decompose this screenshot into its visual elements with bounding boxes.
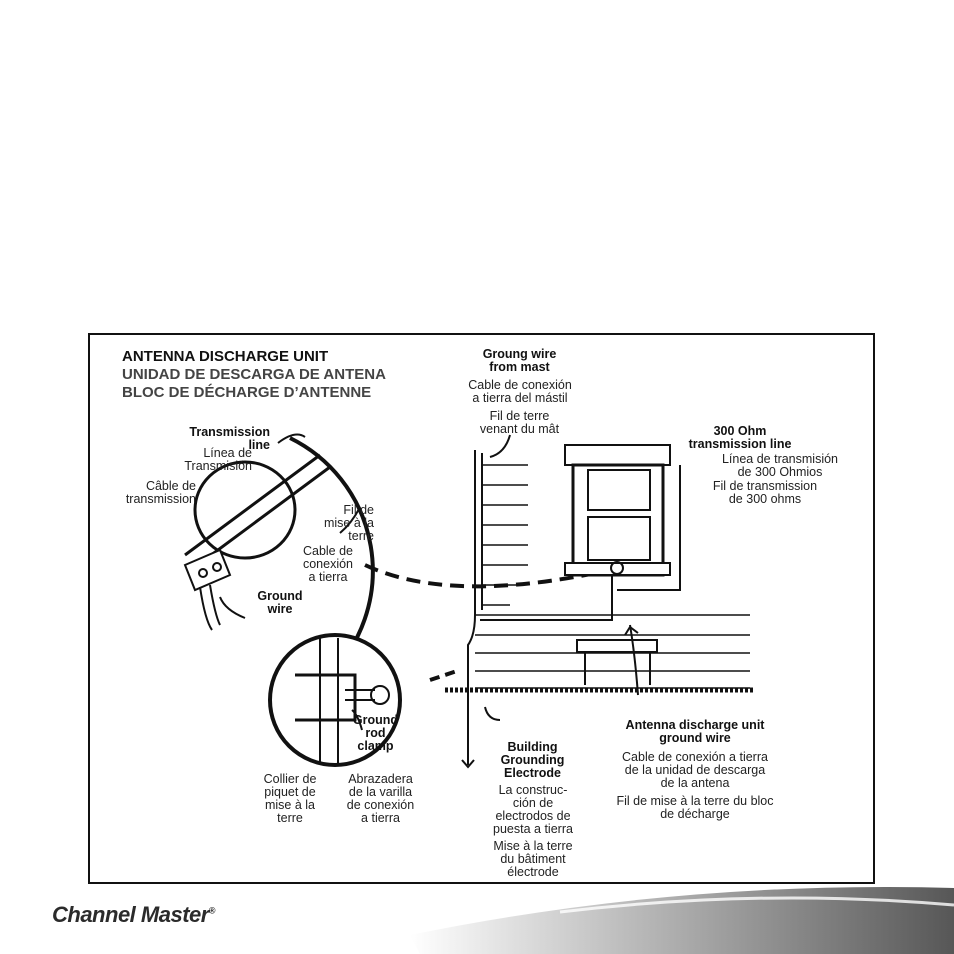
ground-wire-mast-label: Groung wire from mast bbox=[482, 347, 557, 374]
title-spanish: UNIDAD DE DESCARGA DE ANTENA bbox=[122, 366, 386, 383]
abrazadera-label: Abrazadera de la varilla de conexión a tierra bbox=[346, 772, 415, 825]
ohm-line-label: 300 Ohm transmission line bbox=[688, 424, 792, 451]
ground-wire-mast-label-fr: Fil de terre venant du mât bbox=[479, 409, 560, 436]
transmission-line-label: Transmission line bbox=[189, 425, 270, 452]
ground-rod-clamp-label: Ground rod clamp bbox=[352, 713, 399, 753]
transmission-line-label-fr: Câble de transmission bbox=[125, 479, 196, 506]
transmission-line-label-es: Línea de Transmisión bbox=[184, 446, 252, 473]
ohm-line-label-es: Línea de transmisión de 300 Ohmios bbox=[721, 452, 839, 479]
building-electrode-label-fr: Mise à la terre du bâtiment électrode bbox=[493, 839, 573, 879]
ground-wire-mast-label-es: Cable de conexión a tierra del mástil bbox=[468, 378, 572, 405]
building-electrode-label-es: La construc- ción de electrodos de puesta a tierra bbox=[493, 783, 573, 836]
fil-de-terre-label: Fil de mise à la terre bbox=[323, 503, 374, 543]
ohm-line-label-fr: Fil de transmission de 300 ohms bbox=[712, 479, 818, 506]
ground-wire-label: Ground wire bbox=[257, 589, 303, 616]
cable-conexion-label: Cable de conexión a tierra bbox=[302, 544, 354, 584]
building-electrode-label: Building Grounding Electrode bbox=[500, 740, 565, 780]
discharge-ground-wire-label-es: Cable de conexión a tierra de la unidad de descarga de la antena bbox=[622, 750, 768, 790]
brand-logo: Channel Master® bbox=[52, 902, 215, 927]
discharge-ground-wire-label: Antenna discharge unit ground wire bbox=[625, 718, 765, 745]
title-english: ANTENNA DISCHARGE UNIT bbox=[122, 348, 329, 365]
collier-label: Collier de piquet de mise à la terre bbox=[263, 772, 317, 825]
discharge-ground-wire-label-fr: Fil de mise à la terre du bloc de décharge bbox=[616, 794, 774, 821]
diagram-frame bbox=[88, 333, 875, 884]
title-french: BLOC DE DÉCHARGE D’ANTENNE bbox=[122, 384, 372, 401]
